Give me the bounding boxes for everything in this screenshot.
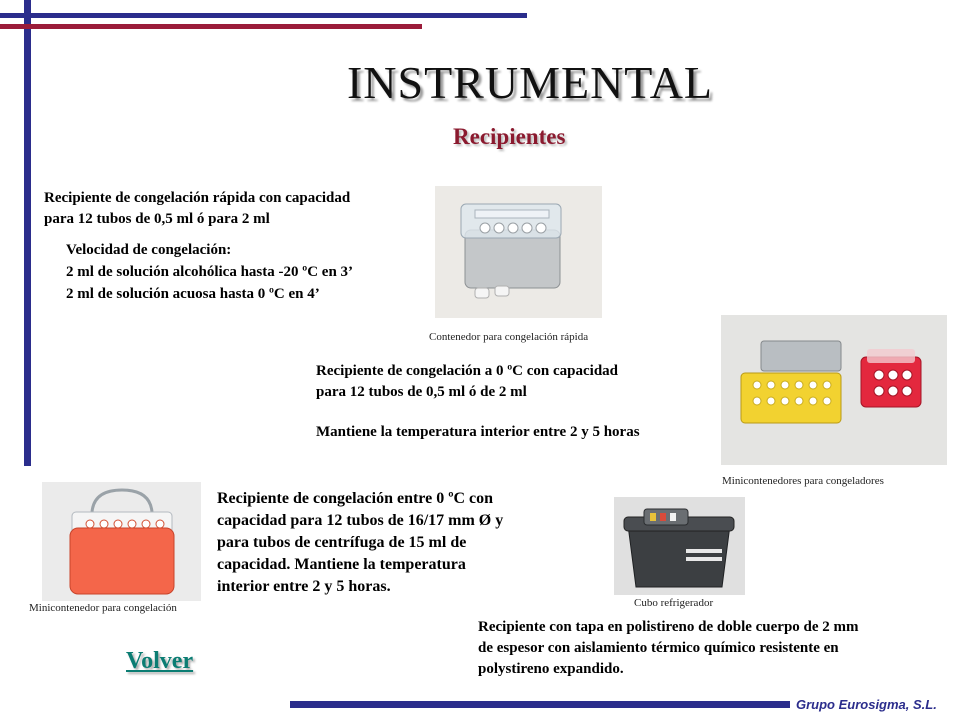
- footer-company: Grupo Eurosigma, S.L.: [796, 697, 937, 712]
- item-2-description: Recipiente de congelación a 0 ºC con capacidad para 12 tubos de 0,5 ml ó de 2 ml: [316, 363, 619, 400]
- cooling-bucket-photo: [614, 497, 745, 595]
- item-2-caption: Minicontenedores para congeladores: [722, 475, 884, 487]
- page-title: INSTRUMENTAL: [346, 57, 714, 108]
- quick-freeze-container-photo: [435, 186, 602, 318]
- item-3-description: Recipiente de congelación entre 0 ºC con capacidad para 12 tubos de 16/17 mm Ø y para tubos de centrífuga de 15 ml de capacidad. Mantiene la temperatura interior entre 2 y 5 horas.: [217, 490, 504, 595]
- freezing-minicontainer-photo: [42, 482, 201, 601]
- item-1-caption: Contenedor para congelación rápida: [429, 331, 589, 343]
- top-navy-bar: [0, 13, 527, 18]
- page-subtitle: Recipientes: [453, 124, 566, 149]
- item-4-caption: Cubo refrigerador: [634, 597, 714, 609]
- back-link[interactable]: Volver: [126, 648, 194, 674]
- freezer-minicontainers-photo: [721, 315, 947, 465]
- bottom-navy-bar: [290, 701, 790, 708]
- item-2-details: Mantiene la temperatura interior entre 2 y 5 horas: [316, 424, 640, 440]
- top-crimson-bar: [0, 24, 422, 29]
- item-4-description: Recipiente con tapa en polistireno de doble cuerpo de 2 mm de espesor con aislamiento térmico químico resistente en polystireno expandido.: [478, 619, 859, 677]
- item-1-description: Recipiente de congelación rápida con capacidad para 12 tubos de 0,5 ml ó para 2 ml: [44, 190, 351, 227]
- item-3-caption: Minicontenedor para congelación: [29, 602, 177, 614]
- item-1-details: Velocidad de congelación: 2 ml de solución alcohólica hasta -20 ºC en 3’ 2 ml de solución acuosa hasta 0 ºC en 4’: [66, 242, 354, 302]
